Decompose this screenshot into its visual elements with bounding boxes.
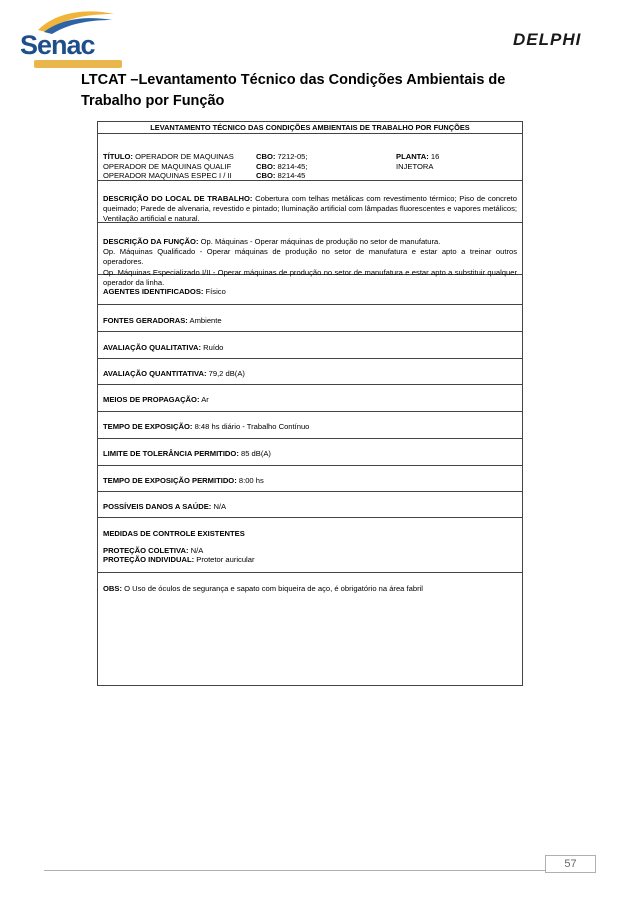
- funcao-line-1: Op. Máquinas - Operar máquinas de produção no setor de manufatura.: [200, 237, 441, 246]
- danos-row: [98, 492, 522, 518]
- obs-label: OBS:: [103, 584, 122, 593]
- planta-block: [396, 152, 516, 171]
- limite-label: LIMITE DE TOLERÂNCIA PERMITIDO:: [103, 449, 239, 458]
- individual-value: Protetor auricular: [196, 555, 255, 564]
- meios-value: Ar: [201, 395, 209, 404]
- footer-rule: [44, 870, 546, 871]
- funcao-line-3: Op. Máquinas Especializado I/II - Operar máquinas de produção no setor de manufatura e estar apto a substituir qualquer operador da linha.: [103, 267, 517, 287]
- cbo-label: CBO:: [256, 171, 276, 180]
- tempo-value: 8:48 hs diário - Trabalho Contínuo: [194, 422, 310, 431]
- cbo-value-3: 8214-45: [277, 171, 306, 180]
- tempo-row: [98, 412, 522, 439]
- senac-logo: [14, 8, 122, 70]
- medidas-row: [98, 518, 522, 573]
- quantitativa-row: [98, 359, 522, 385]
- tempo-permitido-value: 8:00 hs: [238, 476, 264, 485]
- senac-band: [34, 60, 122, 68]
- quantitativa-label: AVALIAÇÃO QUANTITATIVA:: [103, 369, 207, 378]
- fontes-row: [98, 305, 522, 332]
- tempo-permitido-label: TEMPO DE EXPOSIÇÃO PERMITIDO:: [103, 476, 237, 485]
- quantitativa-value: 79,2 dB(A): [208, 369, 245, 378]
- coletiva-value: N/A: [190, 545, 204, 555]
- form-header: LEVANTAMENTO TÉCNICO DAS CONDIÇÕES AMBIENTAIS DE TRABALHO POR FUNÇÕES: [98, 122, 522, 134]
- planta-sub: INJETORA: [396, 161, 434, 171]
- identification-row: [98, 134, 522, 181]
- fontes-label: FONTES GERADORAS:: [103, 316, 188, 325]
- titulo-block: [103, 152, 253, 181]
- qualitativa-label: AVALIAÇÃO QUALITATIVA:: [103, 343, 202, 352]
- planta-value: 16: [430, 152, 440, 161]
- meios-label: MEIOS DE PROPAGAÇÃO:: [103, 395, 200, 404]
- delphi-logo: DELPHI: [513, 30, 582, 49]
- limite-row: [98, 439, 522, 466]
- coletiva-label: PROTEÇÃO COLETIVA:: [103, 545, 189, 555]
- funcao-row: [98, 223, 522, 287]
- ltcat-form: [97, 121, 523, 686]
- local-label: DESCRIÇÃO DO LOCAL DE TRABALHO:: [103, 194, 253, 203]
- agentes-label: AGENTES IDENTIFICADOS:: [103, 287, 204, 296]
- planta-label: PLANTA:: [396, 152, 429, 161]
- page-title: LTCAT –Levantamento Técnico das Condições Ambientais de Trabalho por Função: [81, 72, 506, 109]
- cbo-value-1: 7212-05;: [277, 152, 308, 161]
- local-text: Cobertura com telhas metálicas com revestimento térmico; Piso de concreto queimado; Parede de alvenaria, revestido e pintado; Iluminação artificial com lâmpadas fluorescentes e vapores metálicos; Ventilação artificial e natural.: [103, 194, 517, 224]
- meios-row: [98, 385, 522, 412]
- cbo-label: CBO:: [256, 152, 276, 161]
- cbo-label: CBO:: [256, 161, 276, 171]
- tempo-permitido-row: [98, 466, 522, 492]
- titulo-label: TÍTULO:: [103, 152, 133, 161]
- titulo-line-1: OPERADOR DE MAQUINAS: [135, 152, 234, 161]
- fontes-value: Ambiente: [189, 316, 222, 325]
- page-number: 57: [545, 855, 596, 873]
- medidas-label: MEDIDAS DE CONTROLE EXISTENTES: [103, 529, 245, 538]
- senac-wordmark: Senac: [20, 30, 95, 60]
- cbo-block: [256, 152, 386, 181]
- limite-value: 85 dB(A): [240, 449, 271, 458]
- danos-label: POSSÍVEIS DANOS A SAÚDE:: [103, 502, 212, 511]
- obs-row: [98, 573, 522, 594]
- titulo-line-3: OPERADOR MAQUINAS ESPEC I / II: [103, 171, 232, 180]
- danos-value: N/A: [213, 502, 227, 511]
- funcao-line-2: Op. Máquinas Qualificado - Operar máquinas de produção no setor de manufatura e estar apto a treinar outros operadores.: [103, 247, 517, 267]
- qualitativa-value: Ruído: [203, 343, 224, 352]
- cbo-value-2: 8214-45;: [277, 161, 308, 171]
- obs-value: O Uso de óculos de segurança e sapato com biqueira de aço, é obrigatório na área fabril: [124, 584, 423, 593]
- qualitativa-row: [98, 332, 522, 359]
- individual-label: PROTEÇÃO INDIVIDUAL:: [103, 555, 195, 564]
- tempo-label: TEMPO DE EXPOSIÇÃO:: [103, 422, 193, 431]
- funcao-label: DESCRIÇÃO DA FUNÇÃO:: [103, 237, 199, 246]
- agentes-value: Físico: [205, 287, 226, 296]
- titulo-line-2: OPERADOR DE MAQUINAS QUALIF: [103, 161, 232, 171]
- local-row: [98, 181, 522, 223]
